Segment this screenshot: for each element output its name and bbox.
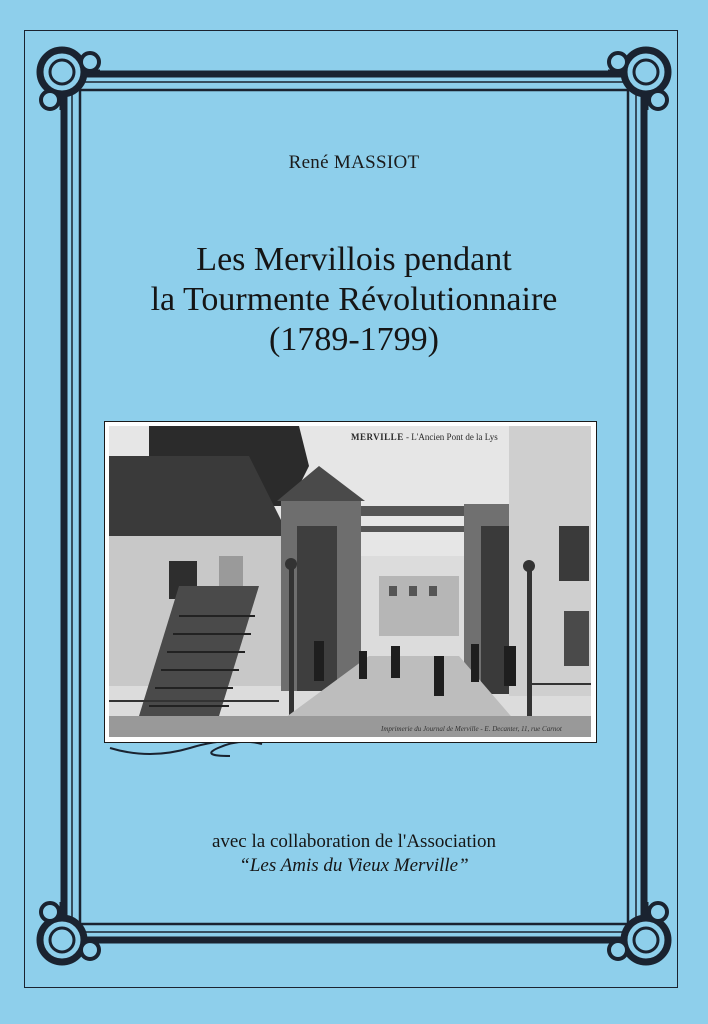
author-name: René MASSIOT (288, 152, 420, 173)
postcard-city: MERVILLE (351, 432, 404, 442)
title-line-2: la Tourmente Révolutionnaire (150, 281, 558, 318)
flourish-ornament (110, 741, 262, 756)
postcard-title: - L'Ancien Pont de la Lys (405, 432, 498, 442)
book-title (80, 240, 628, 360)
title-line-1: Les Mervillois pendant (196, 241, 512, 278)
collaboration-credit (0, 830, 708, 878)
old-bridge-postcard-image (109, 426, 591, 737)
postcard-imprint: Imprimerie du Journal de Merville - E. Decanter, 11, rue Carnot (381, 725, 562, 733)
cover-photograph (104, 421, 597, 743)
collaboration-line-1: avec la collaboration de l'Association (211, 831, 497, 852)
postcard-caption (351, 432, 498, 442)
title-line-3: (1789-1799) (269, 321, 439, 358)
collaboration-line-2: “Les Amis du Vieux Merville” (239, 855, 469, 876)
